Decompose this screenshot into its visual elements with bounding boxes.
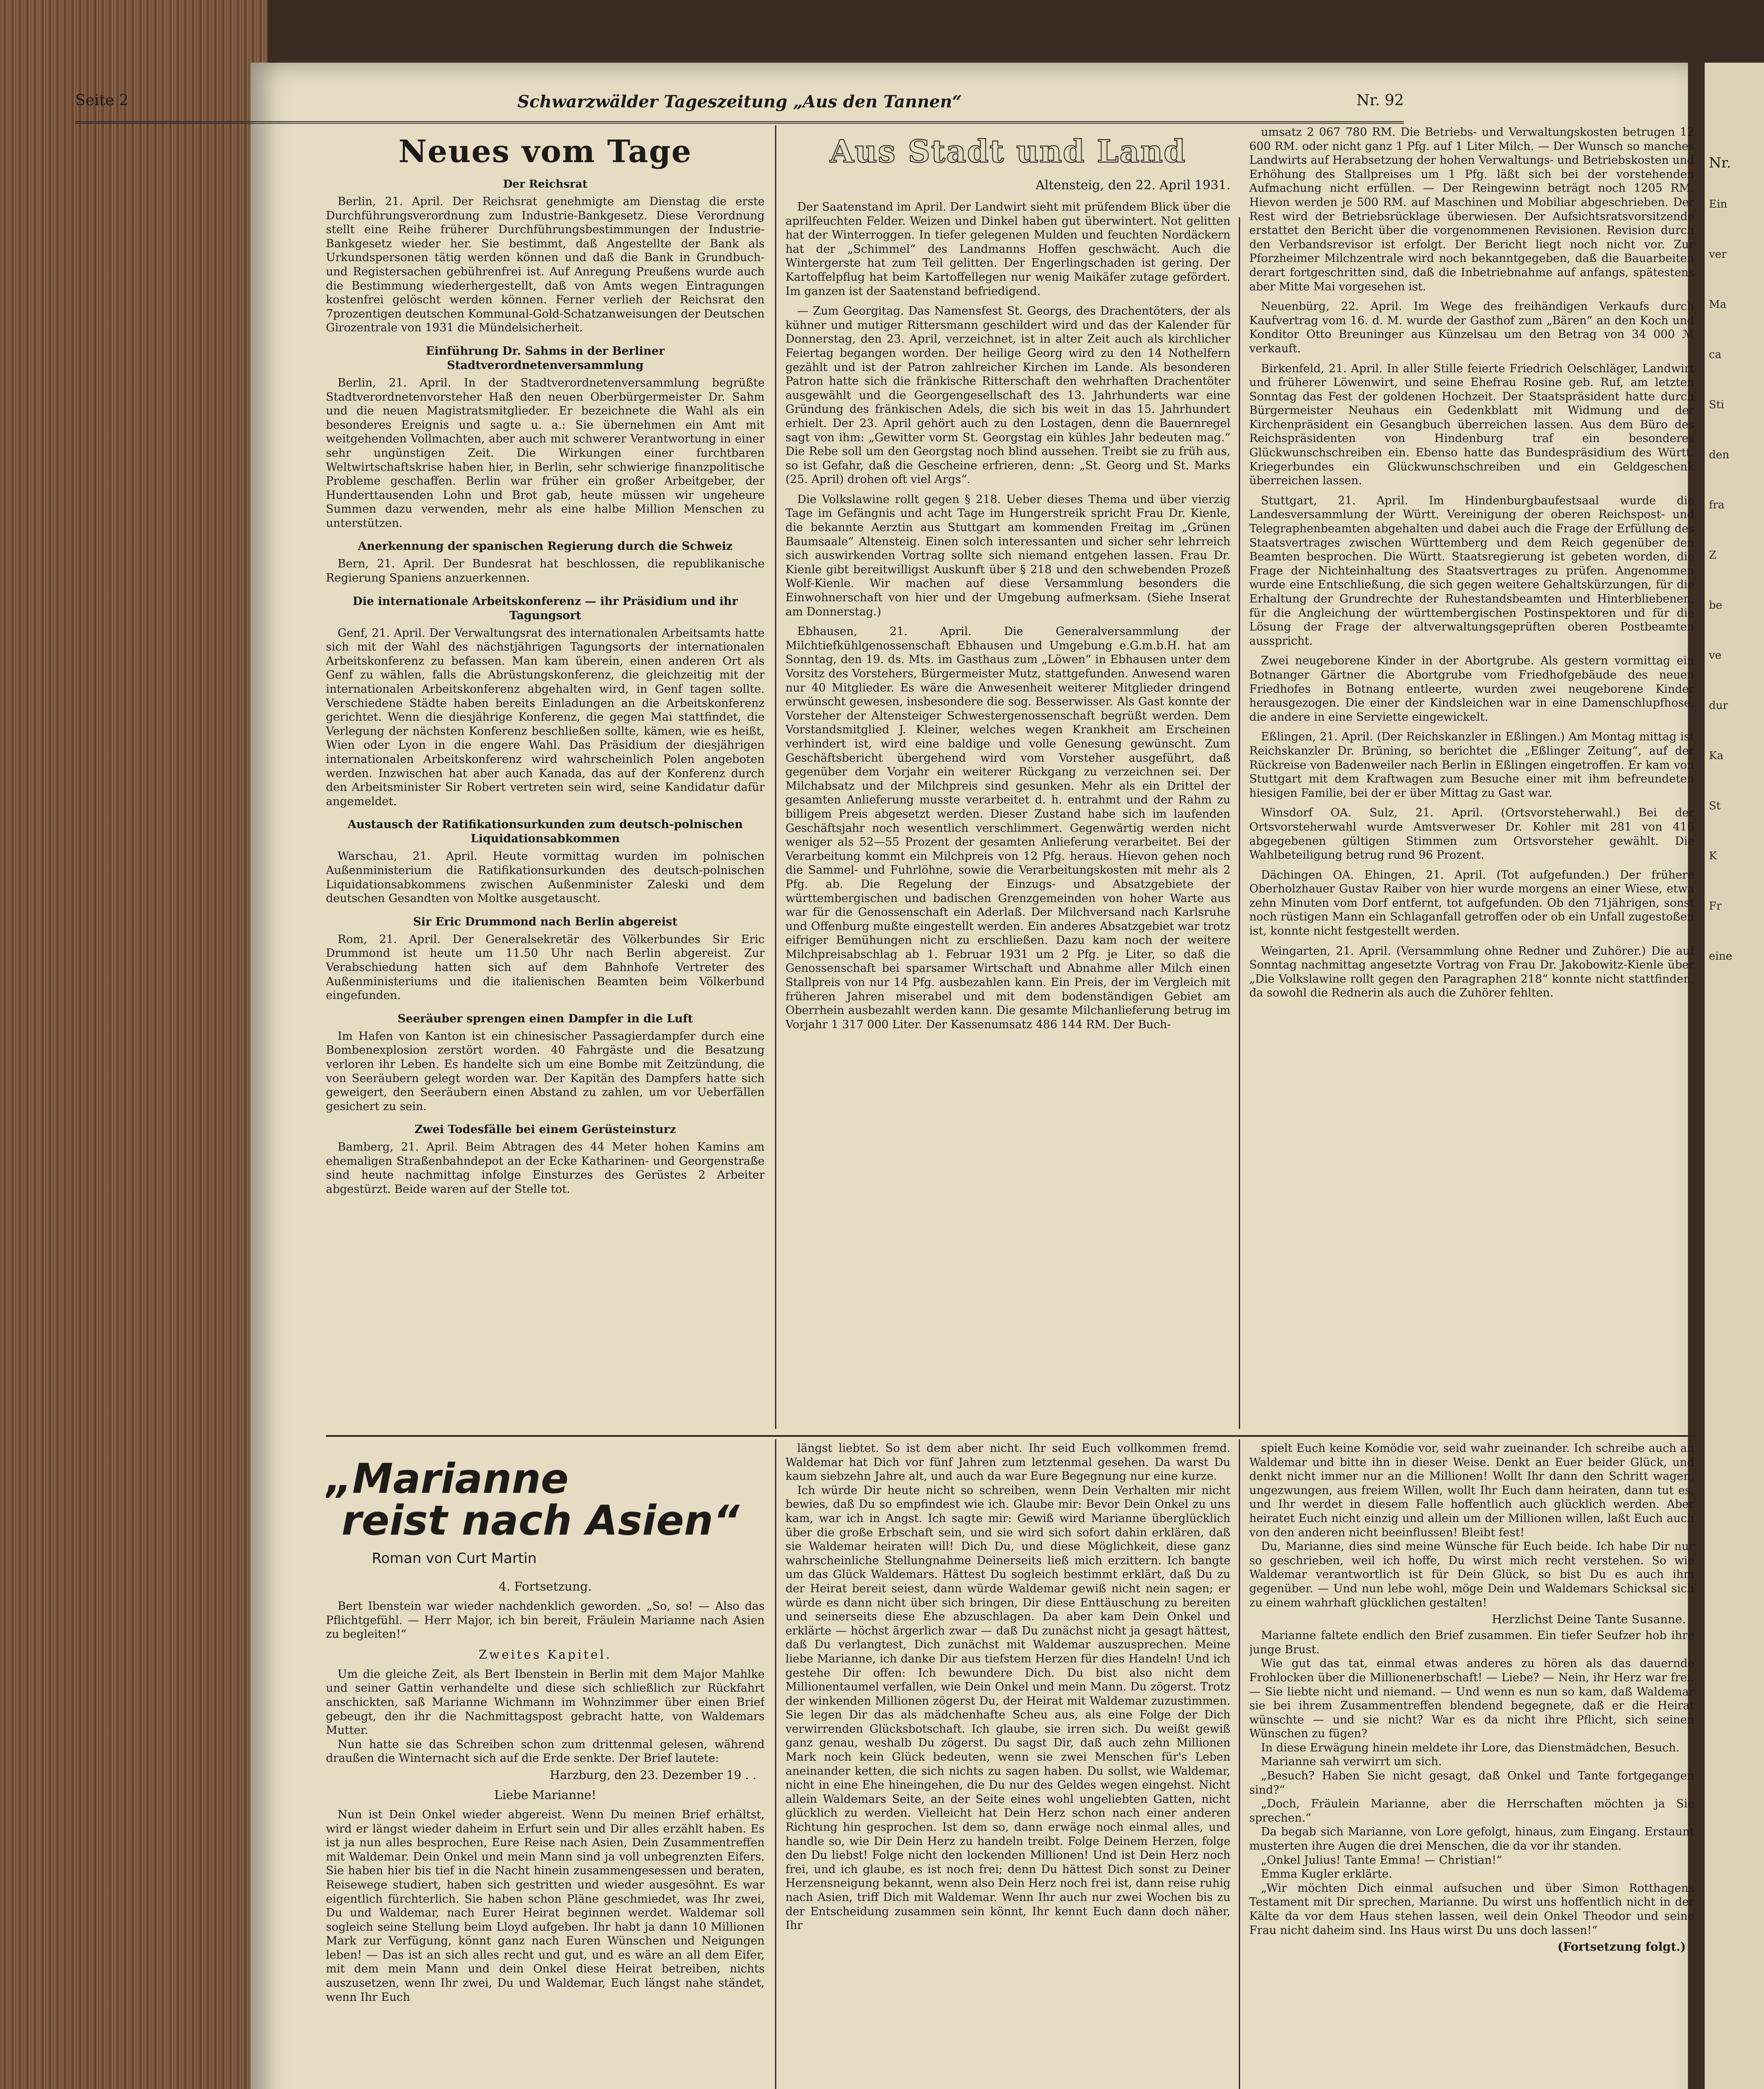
- adjacent-page-fragment: Z: [1709, 549, 1717, 562]
- adjacent-page-fragment: Sti: [1709, 399, 1724, 411]
- novel-text: Da begab sich Marianne, von Lore gefolgt, hinaus, zum Eingang. Erstaunt musterten ihre Augen die drei Menschen, die da vor ihr standen.: [1249, 1825, 1694, 1853]
- column-rule: [775, 1439, 776, 2089]
- adjacent-page-fragment: Fr: [1709, 900, 1722, 912]
- adjacent-page-fragment: dur: [1709, 699, 1728, 712]
- section-title: Aus Stadt und Land: [830, 134, 1186, 170]
- article-text: Neuenbürg, 22. April. Im Wege des freihändigen Verkaufs durch Kaufvertrag vom 16. d. M. wurde der Gasthof zum „Bären“ an den Koch und Konditor Otto Breuninger aus Künzelsau um den Betrag von 34 000 ℳ verkauft.: [1249, 300, 1694, 355]
- page-number: Seite 2: [75, 92, 129, 109]
- adjacent-page-issue: Nr.: [1709, 155, 1731, 171]
- article-headline: Anerkennung der spanischen Regierung durch die Schweiz: [358, 540, 733, 553]
- novel-text: Marianne sah verwirrt um sich.: [1261, 1755, 1442, 1769]
- article-headline: Austausch der Ratifikationsurkunden zum deutsch-polnischen Liquidationsabkommen: [347, 818, 743, 846]
- novel-text: spielt Euch keine Komödie vor, seid wahr zueinander. Ich schreibe auch an Waldemar und bitte ihn in dieser Weise. Denkt an Euer beider Glück, und denkt nicht immer nur an die Millionen! Wollt Ihr dann den Schritt wagen, ungezwungen, aus freiem Willen, wollt Ihr Euch dann heiraten, dann tut es, und Ihr werdet in diesem Falle hoffentlich auch glücklich werden. Aber heiratet Euch nicht einzig und allein um der Millionen willen, laßt Euch auch von den anderen nicht beeinflussen! Bleibt fest!: [1249, 1442, 1694, 1539]
- article-headline: Seeräuber sprengen einen Dampfer in die Luft: [397, 1012, 693, 1025]
- novel-text: Marianne faltete endlich den Brief zusammen. Ein tiefer Seufzer hob ihre junge Brust.: [1249, 1629, 1694, 1656]
- article-text: Warschau, 21. April. Heute vormittag wurden im polnischen Außenministerium die Ratifikationsurkunden des deutsch-polnischen Liquidationsabkommens zwischen Außenminister Zaleski und dem deutschen Gesandten von Moltke ausgetauscht.: [326, 850, 765, 905]
- section-title: Neues vom Tage: [398, 134, 692, 170]
- novel-title-line1: „Marianne: [326, 1455, 569, 1503]
- novel-text: Du, Marianne, dies sind meine Wünsche für Euch beide. Ich habe Dir nur so geschrieben, weil ich hoffe, Du wirst mich recht verstehen. So wie Waldemar verantwortlich ist für Dein Glück, so bist Du es auch ihm gegenüber. — Und nun lebe wohl, möge Dein und Waldemars Schicksal sich zu einem wahrhaft glücklichen gestalten!: [1249, 1540, 1694, 1609]
- article-text: Berlin, 21. April. In der Stadtverordnetenversammlung begrüßte Stadtverordnetenvorsteher Haß den neuen Oberbürgermeister Dr. Sahm und die neuen Magistratsmitglieder. Er bezeichnete die Wahl als ein besonderes Ereignis und sagte u. a.: Sie übernehmen ein Amt mit weitgehenden Vollmachten, aber auch mit schwerer Verantwortung in einer sehr ungünstigen Zeit. Die Wirkungen einer furchtbaren Weltwirtschaftskrise haben hier, in Berlin, sehr schwierige finanzpolitische Probleme geschaffen. Berlin war früher ein großer Arbeitgeber, der Hunderttausenden Lohn und Brot gab, heute müssen wir ungeheure Summen dazu verwenden, mehr als eine halbe Million Menschen zu unterstützen.: [326, 376, 765, 530]
- adjacent-page-edge: [1705, 63, 1764, 2089]
- article-text: Dächingen OA. Ehingen, 21. April. (Tot aufgefunden.) Der frühere Oberholzhauer Gustav Raiber von hier wurde morgens an einer Wiese, etwa zehn Minuten vom Dorf entfernt, tot aufgefunden. Ob den 71jährigen, sonst noch rüstigen Mann ein Schlaganfall getroffen oder ob ein Unfall zugestoßen ist, konnte nicht festgestellt werden.: [1249, 868, 1694, 938]
- newspaper-title: Schwarzwälder Tageszeitung „Aus den Tannen“: [517, 92, 962, 112]
- adjacent-page-fragment: Ein: [1709, 198, 1728, 211]
- novel-text: „Wir möchten Dich einmal aufsuchen und über Simon Rotthagens Testament mit Dir sprechen, Marianne. Du wirst uns hoffentlich nicht in der Kälte da vor dem Haus stehen lassen, weil dein Onkel Theodor und seine Frau nicht daheim sind. Ins Haus wirst Du uns doch lassen!“: [1249, 1881, 1694, 1937]
- issue-number: Nr. 92: [1356, 92, 1404, 109]
- article-text: Birkenfeld, 21. April. In aller Stille feierte Friedrich Oelschläger, Landwirt und früherer Löwenwirt, und seine Ehefrau Rosine geb. Ruf, am letzten Sonntag das Fest der goldenen Hochzeit. Der Staatspräsident hatte durch Bürgermeister Neuhaus ein Gedenkblatt mit Widmung und der Kirchenpräsident ein Gesangbuch überreichen lassen. Aus dem Büro des Reichspräsidenten von Hindenburg traf ein besonderes Glückwunschschreiben ein. Ebenso hatte das Bundespräsidium des Württ. Kriegerbundes ein Glückwunschschreiben und ein Geldgeschenk überreichen lassen.: [1249, 362, 1694, 488]
- novel-text-block: [785, 1441, 1230, 1933]
- adjacent-page-fragment: be: [1709, 599, 1723, 612]
- novel-title-line2: reist nach Asien“: [341, 1497, 740, 1545]
- adjacent-page-fragment: St: [1709, 800, 1721, 812]
- novel-author: Roman von Curt Martin: [372, 1550, 537, 1567]
- letter-signoff: Herzlichst Deine Tante Susanne.: [1492, 1612, 1686, 1626]
- book-binding-edge: [0, 0, 267, 2089]
- article-text: Stuttgart, 21. April. Im Hindenburgbaufestsaal wurde die Landesversammlung der Württ. Vereinigung der oberen Reichspost- und Telegraphenbeamten abgehalten und dabei auch die Frage der Erfüllung des Staatsvertrages zwischen Württemberg und dem Reich gegenüber den Beamten besprochen. Die Württ. Staatsregierung ist gebeten worden, die Frage der Nichteinhaltung des Staatsvertrages zu prüfen. Angenommen wurde eine Entschließung, die sich gegen weitere Gehaltskürzungen, für die Erhaltung der Grundrechte der Ruhestandsbeamten und Hinterbliebenen, für die Angleichung der württembergischen Postinspektoren und für die Lösung der Frage der altverwaltungsgeprüften oberen Postbeamten ausspricht.: [1249, 494, 1694, 648]
- column-rule: [1239, 1439, 1240, 2089]
- novel-text: längst liebtet. So ist dem aber nicht. Ihr seid Euch vollkommen fremd. Waldemar hat Dich vor fünf Jahren zum letztenmal gesehen. Da warst Du kaum siebzehn Jahre alt, und auch da war Eure Begegnung nur eine kurze.: [785, 1442, 1230, 1483]
- novel-text: Um die gleiche Zeit, als Bert Ibenstein in Berlin mit dem Major Mahlke und seiner Gattin verhandelte und diese sich schließlich zur Rückfahrt anschickten, saß Marianne Wichmann im Wohnzimmer über einen Brief gebeugt, den ihr die Nachmittagspost gebracht hatte, von Waldemars Mutter.: [326, 1667, 765, 1737]
- adjacent-page-fragment: ve: [1709, 649, 1722, 662]
- category-heading: Der Reichsrat: [503, 178, 587, 191]
- novel-text-block: [326, 1667, 765, 1766]
- novel-text: Nun hatte sie das Schreiben schon zum drittenmal gelesen, während draußen die Winternacht sich auf die Erde senkte. Der Brief lautete:: [326, 1738, 765, 1765]
- article-headline: Sir Eric Drummond nach Berlin abgereist: [413, 915, 678, 928]
- adjacent-page-fragment: Ma: [1709, 298, 1727, 311]
- article-text: Zwei neugeborene Kinder in der Abortgrube. Als gestern vormittag ein Botnanger Gärtner die Abortgrube vom Friedhofgebäude des neuen Friedhofes in Botnang entleerte, wurden zwei neugeborene Kinder herausgezogen. Die einer der Kindsleichen war in eine Damenschlupfhose, die andere in eine Serviette eingewickelt.: [1249, 654, 1694, 724]
- local-news-column: [785, 130, 1230, 1431]
- novel-text-block: [1249, 1441, 1694, 1610]
- novel-text: Ich würde Dir heute nicht so schreiben, wenn Dein Verhalten mir nicht bewies, daß Du so empfindest wie ich. Glaube mir: Bevor Dein Onkel zu uns kam, war ich in Angst. Ich sagte mir: Gewiß wird Marianne überglücklich über die große Erbschaft sein, und sie wird sich sofort dahin erklären, daß sie Waldemar heiraten will! Dich Du, und diese Möglichkeit, diese ganz wahrscheinliche Stellungnahme Deinerseits ließ mich erzittern. Ich bangte um das Glück Waldemars. Hättest Du sogleich bestimmt erklärt, daß Du zu der Heirat bereit seiest, dann würde Waldemar gewiß nicht nein sagen; er würde es dann nicht über sich bringen, Dir diese Enttäuschung zu bereiten und seinerseits diese Ehe abzuschlagen. Da aber kam Dein Onkel und erklärte — höchst ärgerlich zwar — daß Du zunächst nicht ja gesagt hättest, daß Du verlangtest, Dich zunächst mit Waldemar auszusprechen. Meine liebe Marianne, ich danke Dir aus tiefstem Herzen für dies Handeln! Und ich gestehe Dir offen: Ich bewundere Dich. Du bist also nicht dem Millionentaumel verfallen, wie Dein Onkel und mein Mann. Du zögerst. Trotz der winkenden Millionen zögerst Du, der Heirat mit Waldemar zuzustimmen. Sie legen Dir das als mädchenhafte Scheu aus, als eine Folge der Dich verwirrenden Glücksbotschaft. Ich glaube, sie irren sich. Du weißt gewiß ganz genau, weshalb Du zögerst. Du sagst Dir, daß auch zehn Millionen Mark noch kein Glück bedeuten, wenn sie zwei Menschen für's Leben aneinander ketten, die sich nichts zu sagen haben. Du sollst, wie Waldemar, nicht in eine Ehe hineingehen, die Du nur des Geldes wegen eingehst. Nicht allein Waldemars Seite, an der Seite eines wohl ungeliebten Gatten, nicht glücklich zu werden. Vielleicht hat Dein Herz schon nach einer anderen Richtung hin gesprochen. Ist dem so, dann erwäge noch einmal alles, und handle so, wie Dir Dein Herz zu handeln treibt. Folge Deinem Herzen, folge den Du liebst! Folge nicht den lockenden Millionen! Und ist Dein Herz noch frei, und ich glaube, es ist noch frei; denn Du hättest Dich sonst zu Deiner Herzensneigung bekannt, wenn also Dein Herz noch frei ist, dann reise ruhig nach Asien, triff Dich mit Waldemar. Wenn Ihr auch nur zwei Wochen bis zu der Entscheidung zusammen sein könnt, Ihr kennt Euch dann doch näher, Ihr: [785, 1484, 1230, 1932]
- article-text: Berlin, 21. April. Der Reichsrat genehmigte am Dienstag die erste Durchführungsverordnung zum Industrie-Bankgesetz. Diese Verordnung stellt eine Reihe früherer Durchführungsbestimmungen der Industrie-Bankgesetz wieder her. Sie bestimmt, daß Angestellte der Bank als Urkundspersonen tätig werden können und daß die Bank in Grundbuch- und Registersachen gebührenfrei ist. Auf Anregung Preußens wurde auch die Bestimmung wiederhergestellt, daß von Amts wegen Eintragungen kostenfrei gelöscht werden können. Ferner verlieh der Reichsrat den 7prozentigen deutschen Kommunal-Gold-Schatzanweisungen der Deutschen Girozentrale von 1931 die Mündelsicherheit.: [326, 195, 765, 335]
- adjacent-page-fragment: den: [1709, 449, 1729, 461]
- news-column: [326, 130, 765, 1431]
- novel-text: Bert Ibenstein war wieder nachdenklich geworden. „So, so! — Also das Pflichtgefühl. — Herr Major, ich bin bereit, Fräulein Marianne nach Asien zu begleiten!“: [326, 1600, 765, 1641]
- novel-text-block: [1249, 1629, 1694, 1937]
- novel-text: „Doch, Fräulein Marianne, aber die Herrschaften möchten ja Sie sprechen.“: [1249, 1797, 1694, 1825]
- letter-date: Harzburg, den 23. Dezember 19 . .: [549, 1768, 756, 1782]
- article-headline: Einführung Dr. Sahms in der Berliner Stadtverordnetenversammlung: [426, 344, 665, 372]
- article-text: Der Saatenstand im April. Der Landwirt sieht mit prüfendem Blick über die aprilfeuchten Felder. Weizen und Dinkel haben gut überwintert. Not gelitten hat der Winterroggen. In tiefer gelegenen Mulden und feuchten Nordäckern hat der „Schimmel“ des Landmanns Hoffen geschwächt. Auch die Wintergerste hat zum Teil gelitten. Der Engerlingschaden ist gering. Der Kartoffelpflug hat beim Kartoffellegen nur wenig Maikäfer zutage gefördert. Im ganzen ist der Saatenstand befriedigend.: [785, 201, 1230, 298]
- chapter-heading: Zweites Kapitel.: [478, 1647, 612, 1662]
- article-text: Ebhausen, 21. April. Die Generalversammlung der Milchtiefkühlgenossenschaft Ebhausen und Umgebung e.G.m.b.H. hat am Sonntag, den 19. ds. Mts. im Gasthaus zum „Löwen“ in Ebhausen unter dem Vorsitz des Vorstehers, Bürgermeister Mutz, stattgefunden. Anwesend waren nur 40 Mitglieder. Es wäre die Anwesenheit weiterer Mitglieder dringend erwünscht gewesen, insbesondere die sog. Besserwisser. Als Gast konnte der Vorsteher der Altensteiger Schwestergenossenschaft begrüßt werden. Dem Vorstandsmitglied J. Kleiner, welches wegen Krankheit am Erscheinen verhindert ist, wird eine baldige und volle Genesung gewünscht. Zum Geschäftsbericht übergehend wird vom Vorsteher ausgeführt, daß gegenüber dem Vorjahr ein weiterer Rückgang zu verzeichnen sei. Der Milchabsatz und der Milchpreis sind gesunken. Mehr als ein Drittel der gesamten Anlieferung musste verarbeitet d. h. entrahmt und der Rahm zu billigem Preis abgesetzt werden. Dieser Zustand habe sich im laufenden Geschäftsjahr noch wesentlich verschlimmert. Gegenwärtig werden nicht weniger als 52—55 Prozent der gesamten Anlieferung verarbeitet. Bei der Verarbeitung kommt ein Milchpreis von 12 Pfg. heraus. Hievon gehen noch die Sammel- und Fuhrlöhne, sowie die Verarbeitungskosten mit mehr als 2 Pfg. ab. Die Regelung der Einzugs- und Absatzgebiete der württembergischen und badischen Grenzgemeinden von hoher Warte aus war für die Genossenschaft ein Aderlaß. Der Milchversand nach Karlsruhe und Offenburg mußte eingestellt werden. Ein anderes Absatzgebiet war trotz eifriger Bemühungen nicht zu erschließen. Dazu kam noch der weitere Milchpreisabschlag ab 1. Februar 1931 um 2 Pfg. je Liter, so daß die Genossenschaft bei sparsamer Wirtschaft und Abnahme aller Milch einen Stallpreis von nur 14 Pfg. ausbezahlen kann. Ein Preis, der im Vergleich mit früheren Jahren miserabel und mit dem bodenständigen Gebiet am Oberrhein ausbezahlt werden kann. Die gesamte Milchanlieferung betrug im Vorjahr 1 317 000 Liter. Der Kassenumsatz 486 144 RM. Der Buch-: [785, 625, 1230, 1031]
- article-text: Genf, 21. April. Der Verwaltungsrat des internationalen Arbeitsamts hatte sich mit der Wahl des nächstjährigen Tagungsorts der internationalen Arbeitskonferenz zu befassen. Man kam überein, einen anderen Ort als Genf zu wählen, falls die Abrüstungskonferenz, die gleichzeitig mit der internationalen Arbeitskonferenz abgehalten wird, in Genf tagen sollte. Verschiedene Städte haben bereits Einladungen an die Arbeitskonferenz gerichtet. Wenn die diesjährige Konferenz, die gegen Mai stattfindet, die Verlegung der nächsten Konferenz beschließen sollte, kämen, wie es heißt, Wien oder Lyon in die engere Wahl. Das Präsidium der diesjährigen internationalen Arbeitskonferenz wird wahrscheinlich Polen angeboten werden. Inzwischen hat aber auch Kanada, das auf der Konferenz durch den Arbeitsminister Sir Robert vertreten sein wird, seine Kandidatur dafür angemeldet.: [326, 626, 765, 808]
- adjacent-page-fragment: K: [1709, 850, 1717, 862]
- article-text: Im Hafen von Kanton ist ein chinesischer Passagierdampfer durch eine Bombenexplosion zerstört worden. 40 Fahrgäste und die Besatzung verloren ihr Leben. Es handelte sich um eine Bombe mit Zeitzündung, die von Seeräubern gelegt worden war. Der Kapitän des Dampfers hatte sich geweigert, den Seeräubern einen Abstand zu zahlen, um vor Ueberfällen gesichert zu sein.: [326, 1029, 765, 1113]
- continued-note: (Fortsetzung folgt.): [1557, 1940, 1686, 1954]
- local-news-column-continued: [1249, 125, 1694, 1431]
- article-text: Weingarten, 21. April. (Versammlung ohne Redner und Zuhörer.) Die auf Sonntag nachmittag angesetzte Vortrag von Frau Dr. Jakobowitz-Kienle über „Die Volkslawine rollt gegen den Paragraphen 218“ konnte nicht stattfinden, da sowohl die Rednerin als auch die Zuhörer fehlten.: [1249, 944, 1694, 1000]
- adjacent-page-fragment: ver: [1709, 248, 1727, 261]
- article-text: Bamberg, 21. April. Beim Abtragen des 44 Meter hohen Kamins am ehemaligen Straßenbahndepot an der Ecke Katharinen- und Georgenstraße sind heute nachmittag infolge Einsturzes des Gerüstes 2 Arbeiter abgestürzt. Beide waren auf der Stelle tot.: [326, 1141, 765, 1196]
- novel-text: In diese Erwägung hinein meldete ihr Lore, das Dienstmädchen, Besuch.: [1261, 1741, 1680, 1754]
- article-text: umsatz 2 067 780 RM. Die Betriebs- und Verwaltungskosten betrugen 12 600 RM. oder nicht ganz 1 Pfg. auf 1 Liter Milch. — Der Wunsch so manches Landwirts auf Herabsetzung der hohen Verwaltungs- und Betriebskosten und Erhöhung des Stallpreises um 1 Pfg. läßt sich bei der vorstehenden Aufmachung nicht erfüllen. — Der Reingewinn beträgt noch 1205 RM. Hievon werden je 500 RM. auf Maschinen und Mobiliar abgeschrieben. Der Rest wird der Betriebsrücklage überwiesen. Der Aufsichtsratsvorsitzende erstattet den Bericht über die vorgenommenen Revisionen. Revision durch den Verbandsrevisor ist erfolgt. Der Bericht liegt noch nicht vor. Zur Pforzheimer Milchzentrale wird noch bekanntgegeben, daß die Bauarbeiten derart fortgeschritten sind, daß die Inbetriebnahme auf anfangs, spätestens aber Mitte Mai vorgesehen ist.: [1249, 126, 1694, 293]
- article-text: Winsdorf OA. Sulz, 21. April. (Ortsvorsteherwahl.) Bei der Ortsvorsteherwahl wurde Amtsverweser Dr. Kohler mit 281 von 416 abgegebenen gültigen Stimmen zum Ortsvorsteher gewählt. Die Wahlbeteiligung betrug rund 96 Prozent.: [1249, 806, 1694, 862]
- article-text: — Zum Georgitag. Das Namensfest St. Georgs, des Drachentöters, der als kühner und mutiger Rittersmann geschildert wird und das der Kalender für Donnerstag, den 23. April, verzeichnet, ist in alter Zeit auch als kirchlicher Feiertag begangen worden. Der heilige Georg wird zu den 14 Nothelfern gezählt und ist der Patron zahlreicher Kirchen im Lande. Als besonderen Patron hatte sich die fränkische Ritterschaft den wehrhaften Drachentöter ausgewählt und die Georgengesellschaft des 13. Jahrhunderts war eine Gründung des fränkischen Adels, die sich bis weit in das 15. Jahrhundert erhielt. Der 23. April gehört auch zu den Lostagen, denn die Bauernregel sagt von ihm: „Gewitter vorm St. Georgstag ein kühles Jahr bedeuten mag.“ Die Rebe soll um den Georgstag noch blind aussehen. Treibt sie zu früh aus, so ist Gefahr, daß die Gescheine erfrieren, denn: „St. Georg und St. Marks (25. April) drohen oft viel Args“.: [785, 305, 1230, 486]
- article-list: [785, 200, 1230, 1032]
- serial-novel-column-2: [785, 1441, 1230, 2089]
- article-list: [326, 344, 765, 1197]
- article-headline: Die internationale Arbeitskonferenz — ihr Präsidium und ihr Tagungsort: [353, 595, 738, 622]
- adjacent-page-fragment: fra: [1709, 499, 1725, 511]
- article-text: Eßlingen, 21. April. (Der Reichskanzler in Eßlingen.) Am Montag mittag ist Reichskanzler Dr. Brüning, so berichtet die „Eßlinger Zeitung“, auf der Rückreise von Badenweiler nach Berlin in Eßlingen eingetroffen. Er kam von Stuttgart mit dem Kraftwagen zum Besuche einer mit ihm befreundeten hiesigen Familie, bei der er über Mittag zu Gast war.: [1249, 730, 1694, 800]
- article-headline: Zwei Todesfälle bei einem Gerüsteinsturz: [414, 1123, 676, 1136]
- adjacent-page-fragment: Ka: [1709, 750, 1723, 762]
- adjacent-page-fragment: eine: [1709, 950, 1732, 963]
- novel-text: Emma Kugler erklärte.: [1261, 1868, 1393, 1881]
- section-rule: [326, 1435, 1696, 1437]
- novel-text: Nun ist Dein Onkel wieder abgereist. Wenn Du meinen Brief erhältst, wird er längst wieder daheim in Erfurt sein und Dir alles erzählt haben. Es ist ja nun alles besprochen, Eure Reise nach Asien, Dein Zusammentreffen mit Waldemar. Dein Onkel und mein Mann sind ja voll unbegrenzten Eifers. Sie haben hier bis tief in die Nacht hinein zusammengesessen und beraten, Reisewege studiert, haben sich gestritten und wieder ausgesöhnt. Es war eigentlich fürchterlich. Sie haben schon Pläne geschmiedet, was Ihr zwei, Du und Waldemar, nach Eurer Heirat beginnen werdet. Waldemar soll sogleich seine Stellung beim Lloyd aufgeben. Ihr habt ja dann 10 Millionen Mark zur Verfügung, könnt ganz nach Euren Wünschen und Neigungen leben! — Das ist an sich alles recht und gut, und es wäre an all dem Eifer, mit dem mein Mann und dein Onkel diese Heirat betreiben, nichts auszusetzen, wenn Ihr zwei, Du und Waldemar, Euch längst nahe ständet, wenn Ihr Euch: [326, 1808, 765, 2004]
- serial-novel-column-3: [1249, 1441, 1694, 2089]
- novel-text: „Onkel Julius! Tante Emma! — Christian!“: [1261, 1853, 1502, 1867]
- letter-salutation: Liebe Marianne!: [494, 1787, 597, 1802]
- article-text: Bern, 21. April. Der Bundesrat hat beschlossen, die republikanische Regierung Spaniens anzuerkennen.: [326, 557, 765, 585]
- article-text: Rom, 21. April. Der Generalsekretär des Völkerbundes Sir Eric Drummond ist heute um 11.50 Uhr nach Berlin abgereist. Zur Verabschiedung hatten sich auf dem Bahnhofe Vertreter des Außenministeriums und die italienischen Beamten beim Völkerbund eingefunden.: [326, 933, 765, 1002]
- serial-novel-column: [326, 1441, 765, 2089]
- installment-label: 4. Fortsetzung.: [498, 1579, 592, 1593]
- page-header: [75, 92, 1404, 124]
- adjacent-page-fragment: ca: [1709, 348, 1722, 361]
- column-rule: [1239, 217, 1240, 1429]
- column-rule: [775, 125, 776, 1429]
- article-list: [1249, 125, 1694, 1000]
- article-text: Die Volkslawine rollt gegen § 218. Ueber dieses Thema und über vierzig Tage im Gefängnis und acht Tage im Hungerstreik spricht Frau Dr. Kienle, die bekannte Aerztin aus Stuttgart am kommenden Freitag im „Grünen Baumsaale“ Altensteig. Einen solch interessanten und sicher sehr lehrreich sich auswirkenden Vortrag sollte sich niemand entgehen lassen. Frau Dr. Kienle gibt bereitwilligst Auskunft über § 218 und den schwebenden Prozeß Wolf-Kienle. Wir machen auf diese Versammlung besonders die Einwohnerschaft von hier und der Umgebung aufmerksam. (Siehe Inserat am Donnerstag.): [785, 493, 1230, 618]
- dateline: Altensteig, den 22. April 1931.: [1035, 178, 1230, 193]
- novel-text: Wie gut das tat, einmal etwas anderes zu hören als das dauernde Frohlocken über die Millionenerbschaft! — Liebe? — Nein, ihr Herz war frei. — Sie liebte nicht und niemand. — Und wenn es nun so kam, daß Waldemar sie bei ihrem Zusammentreffen blendend begegnete, daß er die Heirat wünschte — und sie nicht? War es da nicht ihre Pflicht, sich seinen Wünschen zu fügen?: [1249, 1657, 1694, 1741]
- novel-text: „Besuch? Haben Sie nicht gesagt, daß Onkel und Tante fortgegangen sind?“: [1249, 1769, 1694, 1797]
